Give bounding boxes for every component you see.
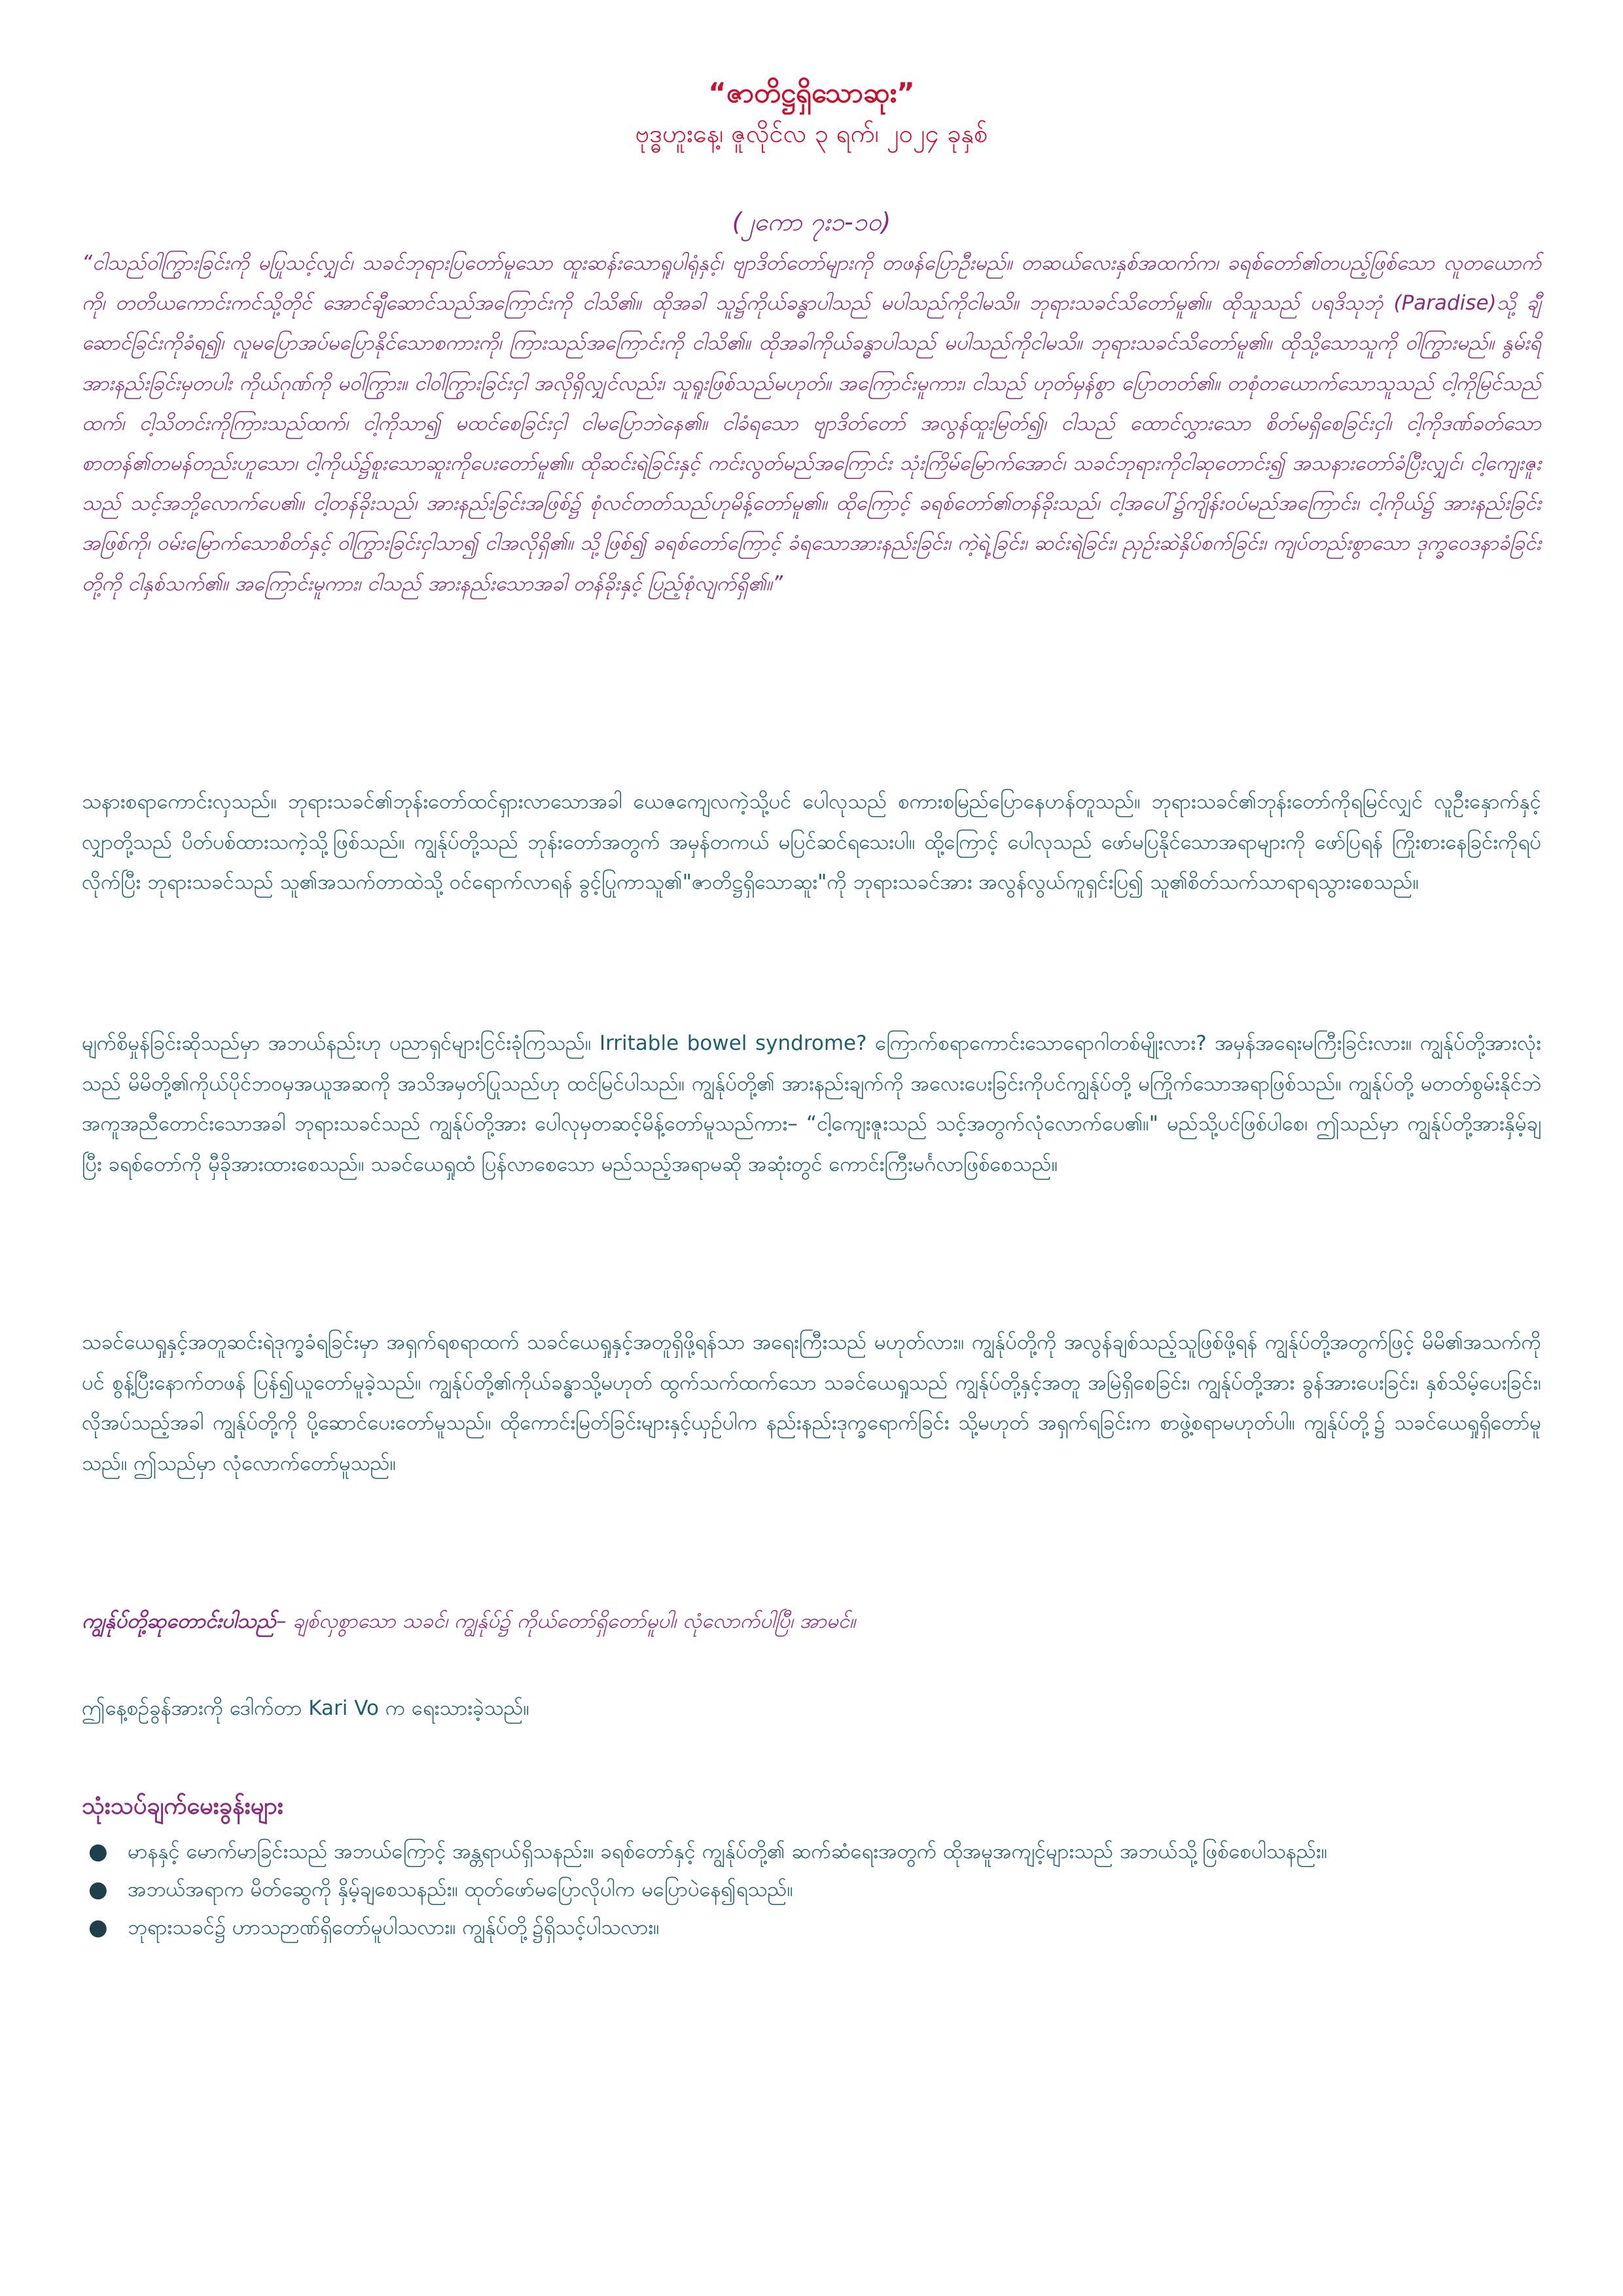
list-item	[82, 1909, 1541, 1946]
body-paragraph-3: သခင်ယေရှုနှင့်အတူဆင်းရဲဒုက္ခခံရခြင်းမှာ အရှက်ရစရာထက် သခင်ယေရှုနှင့်အတူရှိဖို့ရန်သာ အရေးကြီးသည် မဟုတ်လား။ ကျွန်ုပ်တို့ကို အလွန်ချစ်သည့်သူဖြစ်ဖို့ရန် ကျွန်ုပ်တို့အတွက်ဖြင့် မိမိ၏အသက်ကိုပင် စွန့်ပြီးနောက်တဖန် ပြန်၍ယူတော်မူခဲ့သည်။ ကျွန်ုပ်တို့၏ကိုယ်ခန္ဓာသို့မဟုတ် ထွက်သက်ထက်သော သခင်ယေရှုသည် ကျွန်ုပ်တို့နှင့်အတူ အမြဲရှိစေခြင်း၊ ကျွန်ုပ်တို့အား ခွန်အားပေးခြင်း၊ နှစ်သိမ့်ပေးခြင်း၊ လိုအပ်သည့်အခါ ကျွန်ုပ်တို့ကို ပို့ဆောင်ပေးတော်မူသည်။ ထိုကောင်းမြတ်ခြင်းများနှင့်ယှဉ်ပါက နည်းနည်းဒုက္ခရောက်ခြင်း သို့မဟုတ် အရှက်ရခြင်းက စာဖွဲ့စရာမဟုတ်ပါ။ ကျွန်ုပ်တို့၌ သခင်ယေရှုရှိတော်မူသည်။ ဤသည်မှာ လုံလောက်တော်မူသည်။	[82, 1331, 1541, 1475]
question-text: အဘယ်အရာက မိတ်ဆွေကို နှိမ့်ချစေသနည်း။ ထုတ်ဖော်မပြောလိုပါက မပြောပဲနေ၍ရသည်။	[128, 1878, 793, 1901]
question-text: မာနနှင့် မောက်မာခြင်းသည် အဘယ်ကြောင့် အန္တရာယ်ရှိသနည်း။ ခရစ်တော်နှင့် ကျွန်ုပ်တို့၏ ဆက်ဆံရေးအတွက် ထိုအမူအကျင့်များသည် အဘယ်သို့ဖြစ်စေပါသနည်း။	[128, 1840, 1328, 1863]
devotional-date: ဗုဒ္ဓဟူးနေ့၊ ဇူလိုင်လ ၃ ရက်၊ ၂၀၂၄ ခုနှစ်	[635, 119, 988, 148]
body-paragraph-2: မျက်စိမှုန်ခြင်းဆိုသည်မှာ အဘယ်နည်းဟု ပညာရှင်များငြင်းခုံကြသည်။ Irritable bowel syndrome? ကြောက်စရာကောင်းသောရောဂါတစ်မျိုးလား? အမှန်အရေးမကြီးခြင်းလား။ ကျွန်ုပ်တို့အားလုံးသည် မိမိတို့၏ကိုယ်ပိုင်ဘဝမှအယူအဆကို အသိအမှတ်ပြုသည်ဟု ထင်မြင်ပါသည်။ ကျွန်ုပ်တို့၏ အားနည်းချက်ကို အလေးပေးခြင်းကိုပင်ကျွန်ုပ်တို့ မကြိုက်သောအရာဖြစ်သည်။ ကျွန်ုပ်တို့ မတတ်စွမ်းနိုင်ဘဲ အကူအညီတောင်းသောအခါ ဘုရားသခင်သည် ကျွန်ုပ်တို့အား ပေါလုမှတဆင့်မိန့်တော်မူသည်ကား– “ငါ့ကျေးဇူးသည် သင့်အတွက်လုံလောက်ပေ၏။" မည်သို့ပင်ဖြစ်ပါစေ၊ ဤသည်မှာ ကျွန်ုပ်တို့အားနှိမ့်ချပြီး ခရစ်တော်ကို မှီခိုအားထားစေသည်။ သခင်ယေရှုထံ ပြန်လာစေသော မည်သည့်အရာမဆို အဆုံးတွင် ကောင်းကြီးမင်္ဂလာဖြစ်စေသည်။	[82, 1031, 1541, 1176]
devotional-title: “ဇာတိဋ္ဌရှိသောဆုး”	[708, 77, 915, 109]
list-item	[82, 1871, 1541, 1909]
question-text: ဘုရားသခင်၌ ဟာသဉာဏ်ရှိတော်မူပါသလား။ ကျွန်ုပ်တို့၌ရှိသင့်ပါသလား။	[128, 1916, 660, 1939]
bullet-icon: ●	[88, 1876, 108, 1903]
author-note: ဤနေ့စဉ်ခွန်အားကို ဒေါက်တာ Kari Vo က ရေးသားခဲ့သည်။	[82, 1696, 529, 1720]
prayer-label: ကျွန်ုပ်တို့ဆုတောင်းပါသည်	[82, 1609, 276, 1633]
body-paragraph-1: သနားစရာကောင်းလှသည်။ ဘုရားသခင်၏ဘုန်းတော်ထင်ရှားလာသောအခါ ယေဇကျေလကဲ့သို့ပင် ပေါလုသည် စကားစမြည်ပြောနေဟန်တူသည်။ ဘုရားသခင်၏ဘုန်းတော်ကိုရမြင်လျှင် လူဦးနှောက်နှင့်လျှာတို့သည် ပိတ်ပစ်ထားသကဲ့သို့ဖြစ်သည်။ ကျွန်ုပ်တို့သည် ဘုန်းတော်အတွက် အမှန်တကယ် မပြင်ဆင်ရသေးပါ။ ထို့ကြောင့် ပေါလုသည် ဖော်မပြနိုင်သောအရာများကို ဖော်ပြရန် ကြိုးစားနေခြင်းကိုရပ်လိုက်ပြီး ဘုရားသခင်သည် သူ၏အသက်တာထဲသို့ ဝင်ရောက်လာရန် ခွင့်ပြုကာသူ၏"ဇာတိဋ္ဌရှိသောဆူး"ကို ဘုရားသခင်အား အလွန်လွယ်ကူရှင်းပြ၍ သူ၏စိတ်သက်သာရာရသွားစေသည်။	[82, 790, 1541, 894]
prayer-text: – ချစ်လှစွာသော သခင်၊ ကျွန်ုပ်၌ ကိုယ်တော်ရှိတော်မူပါ၊ လုံလောက်ပါပြီ၊ အာမင်။	[276, 1609, 856, 1633]
list-item	[82, 1833, 1541, 1871]
bullet-icon: ●	[88, 1914, 108, 1941]
scripture-passage: “ငါသည်ဝါကြွားခြင်းကို မပြုသင့်လျှင်၊ သခင်ဘုရားပြတော်မူသော ထူးဆန်းသောရူပါရုံနှင့်၊ ဗျာဒိတ်တော်များကို တဖန်ပြောဦးမည်။ တဆယ်လေးနှစ်အထက်က၊ ခရစ်တော်၏တပည့်ဖြစ်သော လူတယောက်ကို၊ တတိယကောင်းကင်သို့တိုင် အောင်ချီဆောင်သည်အကြောင်းကို ငါသိ၏။ ထိုအခါ သူ၌ကိုယ်ခန္ဓာပါသည် မပါသည်ကိုငါမသိ။ ဘုရားသခင်သိတော်မူ၏။ ထိုသူသည် ပရဒိသုဘုံ (Paradise)သို့ ချီဆောင်ခြင်းကိုခံရ၍၊ လူမပြောအပ်မပြောနိုင်သောစကားကို၊ ကြားသည်အကြောင်းကို ငါသိ၏။ ထိုအခါကိုယ်ခန္ဓာပါသည် မပါသည်ကိုငါမသိ။ ဘုရားသခင်သိတော်မူ၏။ ထိုသို့သောသူကို ဝါကြွားမည်။ နွမ်းရိအားနည်းခြင်းမှတပါး ကိုယ်ဂုဏ်ကို မဝါကြွား။ ငါဝါကြွားခြင်းငှါ အလိုရှိလျှင်လည်း၊ သူရူးဖြစ်သည်မဟုတ်။ အကြောင်းမူကား၊ ငါသည် ဟုတ်မှန်စွာ ပြောတတ်၏။ တစုံတယောက်သောသူသည် ငါ့ကိုမြင်သည်ထက်၊ ငါ့သိတင်းကိုကြားသည်ထက်၊ ငါ့ကိုသာ၍ မထင်စေခြင်းငှါ ငါမပြောဘဲနေ၏။ ငါခံရသော ဗျာဒိတ်တော် အလွန်ထူးမြတ်၍၊ ငါသည် ထောင်လွှားသော စိတ်မရှိစေခြင်းငှါ၊ ငါ့ကိုဒဏ်ခတ်သောစာတန်၏တမန်တည်းဟူသော၊ ငါ့ကိုယ်၌စူးသောဆူးကိုပေးတော်မူ၏။ ထိုဆင်းရဲခြင်းနှင့် ကင်းလွတ်မည်အကြောင်း သုံးကြိမ်မြောက်အောင်၊ သခင်ဘုရားကိုငါဆုတောင်း၍ အသနားတော်ခံပြီးလျှင်၊ ငါ့ကျေးဇူးသည် သင့်အဘို့လောက်ပေ၏။ ငါ့တန်ခိုးသည်၊ အားနည်းခြင်းအဖြစ်၌ စုံလင်တတ်သည်ဟုမိန့်တော်မူ၏။ ထိုကြောင့် ခရစ်တော်၏တန်ခိုးသည်၊ ငါ့အပေါ်၌ကျိန်းဝပ်မည်အကြောင်း၊ ငါ့ကိုယ်၌ အားနည်းခြင်းအဖြစ်ကို၊ ဝမ်းမြောက်သောစိတ်နှင့် ဝါကြွားခြင်းငှါသာ၍ ငါအလိုရှိ၏။ သို့ဖြစ်၍ ခရစ်တော်ကြောင့် ခံရသောအားနည်းခြင်း၊ ကဲ့ရဲ့ခြင်း၊ ဆင်းရဲခြင်း၊ ညှဉ်းဆဲနှိပ်စက်ခြင်း၊ ကျပ်တည်းစွာသော ဒုက္ခဝေဒနာခံခြင်းတို့ကို ငါနှစ်သက်၏။ အကြောင်းမူကား၊ ငါသည် အားနည်းသောအခါ တန်ခိုးနှင့် ပြည့်စုံလျက်ရှိ၏။”	[82, 251, 1541, 596]
scripture-reference: (၂ကော ၇း၁-၁၀)	[732, 207, 891, 236]
prayer	[82, 1602, 1541, 1641]
reflection-questions-list	[82, 1833, 1541, 1946]
reflection-questions-heading: သုံးသပ်ချက်မေးခွန်းများ	[82, 1793, 283, 1820]
bullet-icon: ●	[88, 1839, 108, 1865]
